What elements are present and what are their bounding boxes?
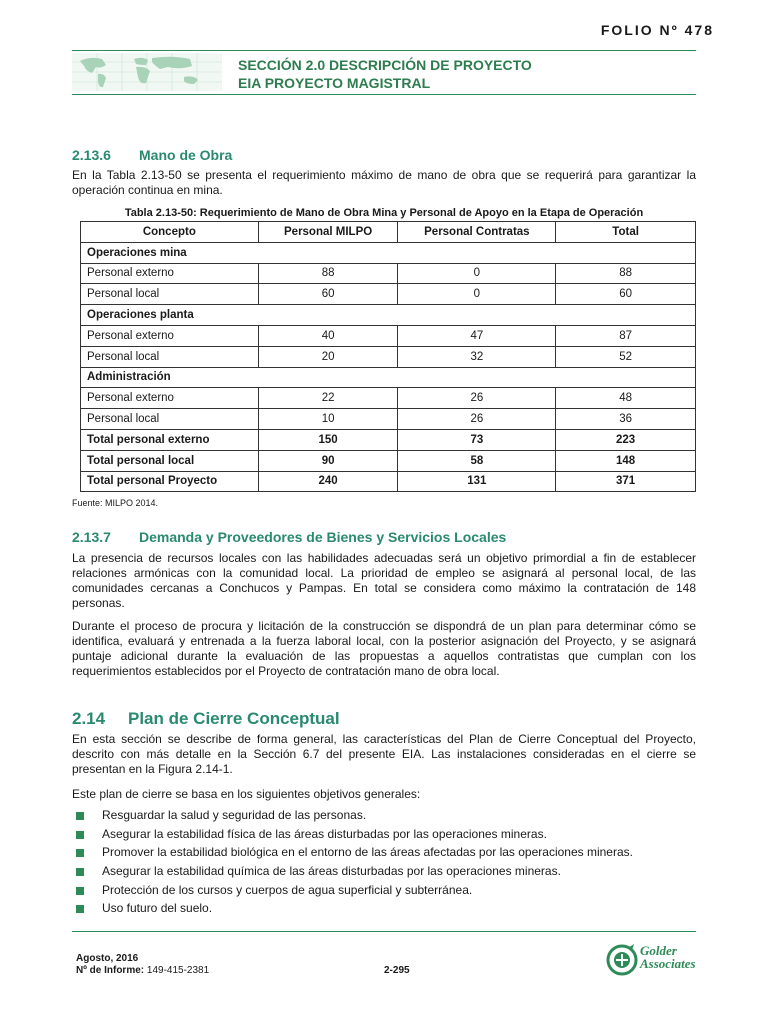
cell-total: 48 bbox=[556, 388, 696, 409]
section-header bbox=[238, 56, 532, 92]
cell-contratas: 26 bbox=[398, 388, 556, 409]
heading-2-13-6 bbox=[72, 147, 232, 163]
paragraph-procurement: Durante el proceso de procura y licitación de la construcción se dispondrá de un plan para determinar cómo se identifica, evaluará y entrenada a la fuerza laboral local, con la posterior asignación del Proyecto, y se asignará puntaje adicional durante la evaluación de las propuestas a aquellos contratistas que cumplan con los requerimientos establecidos por el Proyecto de contratación mano de obra local. bbox=[72, 619, 696, 678]
table-group-row bbox=[81, 305, 696, 326]
footer-report bbox=[76, 965, 209, 976]
heading-2-14 bbox=[72, 709, 340, 729]
row-concept: Total personal externo bbox=[81, 429, 259, 450]
cell-milpo: 40 bbox=[258, 325, 398, 346]
heading-2-13-7 bbox=[72, 529, 506, 545]
bullet-square-icon bbox=[76, 887, 84, 895]
bullet-square-icon bbox=[76, 812, 84, 820]
section-title: SECCIÓN 2.0 DESCRIPCIÓN DE PROYECTO bbox=[238, 57, 532, 73]
list-item: Resguardar la salud y seguridad de las personas. bbox=[72, 808, 633, 827]
heading-text: Plan de Cierre Conceptual bbox=[128, 709, 340, 728]
group-label: Administración bbox=[81, 367, 696, 388]
logo-text: Golder Associates bbox=[640, 943, 696, 971]
heading-number: 2.14 bbox=[72, 709, 106, 728]
column-header: Total bbox=[556, 222, 696, 243]
table-row bbox=[81, 325, 696, 346]
table-total-row bbox=[81, 450, 696, 471]
row-concept: Total personal local bbox=[81, 450, 259, 471]
golder-logo-icon bbox=[606, 942, 638, 976]
cell-contratas: 47 bbox=[398, 325, 556, 346]
table-row bbox=[81, 409, 696, 430]
table-header-row bbox=[81, 222, 696, 243]
cell-contratas: 0 bbox=[398, 284, 556, 305]
report-number: 149-415-2381 bbox=[146, 965, 210, 976]
cell-total: 87 bbox=[556, 325, 696, 346]
document-subtitle: EIA PROYECTO MAGISTRAL bbox=[238, 75, 431, 91]
cell-milpo: 240 bbox=[258, 471, 398, 492]
cell-total: 60 bbox=[556, 284, 696, 305]
paragraph-objectives-intro: Este plan de cierre se basa en los siguientes objetivos generales: bbox=[72, 787, 421, 801]
paragraph-closure-plan: En esta sección se describe de forma general, las características del Plan de Cierre Conceptual del Proyecto, descrito con más detalle en la Sección 6.7 del presente EIA. Las instalaciones consideradas en el cierre se presentan en la Figura 2.14-1. bbox=[72, 732, 696, 776]
table-total-row bbox=[81, 429, 696, 450]
cell-total: 371 bbox=[556, 471, 696, 492]
bullet-square-icon bbox=[76, 868, 84, 876]
report-label: Nº de Informe: bbox=[76, 965, 145, 976]
table-group-row bbox=[81, 367, 696, 388]
cell-milpo: 10 bbox=[258, 409, 398, 430]
heading-number: 2.13.7 bbox=[72, 529, 111, 545]
cell-milpo: 22 bbox=[258, 388, 398, 409]
row-concept: Personal externo bbox=[81, 388, 259, 409]
paragraph-local-resources: La presencia de recursos locales con las habilidades adecuadas será un objetivo primordial a fin de establecer relaciones armónicas con la comunidad local. La prioridad de empleo se asignará al personal local, de las comunidades cercanas a Conchucos y Pampas. En total se considera como máximo la contratación de 148 personas. bbox=[72, 551, 696, 610]
row-concept: Personal local bbox=[81, 409, 259, 430]
table-group-row bbox=[81, 242, 696, 263]
bullet-square-icon bbox=[76, 831, 84, 839]
bullet-square-icon bbox=[76, 905, 84, 913]
table-source: Fuente: MILPO 2014. bbox=[72, 498, 159, 508]
heading-text: Demanda y Proveedores de Bienes y Servicios Locales bbox=[139, 529, 507, 545]
table-row bbox=[81, 284, 696, 305]
table-row bbox=[81, 346, 696, 367]
heading-number: 2.13.6 bbox=[72, 147, 111, 163]
heading-text: Mano de Obra bbox=[139, 147, 233, 163]
cell-contratas: 73 bbox=[398, 429, 556, 450]
cell-milpo: 90 bbox=[258, 450, 398, 471]
objectives-list bbox=[72, 808, 633, 920]
cell-contratas: 32 bbox=[398, 346, 556, 367]
cell-milpo: 88 bbox=[258, 263, 398, 284]
page-number: 2-295 bbox=[384, 965, 410, 976]
column-header: Personal Contratas bbox=[398, 222, 556, 243]
table-total-row bbox=[81, 471, 696, 492]
cell-total: 88 bbox=[556, 263, 696, 284]
cell-contratas: 58 bbox=[398, 450, 556, 471]
list-item: Protección de los cursos y cuerpos de agua superficial y subterránea. bbox=[72, 883, 633, 902]
list-item: Asegurar la estabilidad química de las áreas disturbadas por las operaciones mineras. bbox=[72, 864, 633, 883]
cell-contratas: 26 bbox=[398, 409, 556, 430]
bullet-square-icon bbox=[76, 849, 84, 857]
table-caption: Tabla 2.13-50: Requerimiento de Mano de Obra Mina y Personal de Apoyo en la Etapa de Operación bbox=[124, 207, 644, 219]
list-item: Uso futuro del suelo. bbox=[72, 901, 633, 920]
footer-rule bbox=[72, 931, 696, 932]
cell-total: 52 bbox=[556, 346, 696, 367]
cell-total: 36 bbox=[556, 409, 696, 430]
cell-milpo: 150 bbox=[258, 429, 398, 450]
footer-date: Agosto, 2016 bbox=[76, 953, 139, 964]
row-concept: Personal local bbox=[81, 346, 259, 367]
row-concept: Personal local bbox=[81, 284, 259, 305]
row-concept: Total personal Proyecto bbox=[81, 471, 259, 492]
labor-table bbox=[80, 221, 696, 492]
group-label: Operaciones planta bbox=[81, 305, 696, 326]
table-row bbox=[81, 388, 696, 409]
paragraph-intro-table: En la Tabla 2.13-50 se presenta el requerimiento máximo de mano de obra que se requerirá para garantizar la operación continua en mina. bbox=[72, 168, 696, 197]
header-top-rule bbox=[72, 50, 696, 51]
list-item: Asegurar la estabilidad física de las áreas disturbadas por las operaciones mineras. bbox=[72, 827, 633, 846]
cell-contratas: 0 bbox=[398, 263, 556, 284]
world-map-icon bbox=[72, 53, 222, 91]
cell-milpo: 60 bbox=[258, 284, 398, 305]
row-concept: Personal externo bbox=[81, 325, 259, 346]
column-header: Personal MILPO bbox=[258, 222, 398, 243]
folio: FOLIO Nº 478 bbox=[600, 22, 714, 38]
cell-milpo: 20 bbox=[258, 346, 398, 367]
header-bottom-rule bbox=[72, 94, 696, 95]
column-header: Concepto bbox=[81, 222, 259, 243]
row-concept: Personal externo bbox=[81, 263, 259, 284]
cell-total: 223 bbox=[556, 429, 696, 450]
golder-logo bbox=[606, 940, 706, 980]
cell-total: 148 bbox=[556, 450, 696, 471]
cell-contratas: 131 bbox=[398, 471, 556, 492]
group-label: Operaciones mina bbox=[81, 242, 696, 263]
table-row bbox=[81, 263, 696, 284]
list-item: Promover la estabilidad biológica en el entorno de las áreas afectadas por las operaciones mineras. bbox=[72, 845, 633, 864]
